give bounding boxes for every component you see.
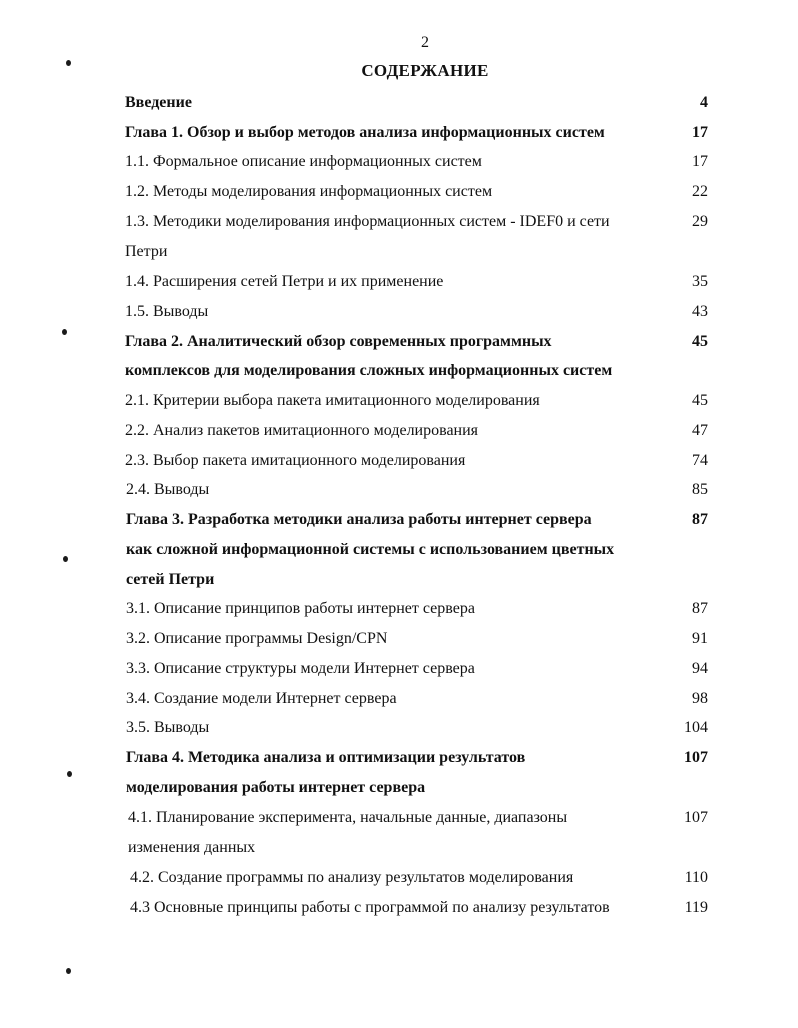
binding-mark (66, 968, 71, 974)
toc-entry-text: Глава 2. Аналитический обзор современных программных (125, 333, 552, 350)
toc-entry-page: 119 (684, 899, 708, 916)
toc-entry-text: 2.3. Выбор пакета имитационного моделирования (125, 452, 466, 469)
toc-entry-page: 35 (692, 273, 708, 290)
toc-entry-page: 45 (692, 392, 708, 409)
page-number: 2 (421, 34, 429, 51)
toc-entry-page: 110 (684, 869, 708, 886)
toc-entry-page: 47 (692, 422, 708, 439)
toc-entry-page: 107 (684, 749, 708, 766)
toc-entry-page: 4 (700, 94, 708, 111)
toc-entry-page: 74 (692, 452, 708, 469)
toc-entry-page: 104 (684, 719, 708, 736)
toc-entry-text: 4.2. Создание программы по анализу результатов моделирования (130, 869, 574, 886)
toc-entry-text: 4.3 Основные принципы работы с программой по анализу результатов (130, 899, 610, 916)
toc-entry-text: как сложной информационной системы с использованием цветных (126, 541, 615, 558)
toc-entry-page: 87 (692, 511, 708, 528)
toc-entry-text: 3.5. Выводы (126, 719, 210, 736)
toc-entry-page: 85 (692, 481, 708, 498)
toc-entry-text: моделирования работы интернет сервера (126, 779, 426, 796)
toc-entry-text: 3.3. Описание структуры модели Интернет сервера (126, 660, 475, 677)
toc-entry-text: 1.4. Расширения сетей Петри и их применение (125, 273, 444, 290)
toc-entry-text: 4.1. Планирование эксперимента, начальные данные, диапазоны (128, 809, 568, 826)
toc-entry-text: 2.1. Критерии выбора пакета имитационного моделирования (125, 392, 540, 409)
toc-entry-page: 17 (692, 124, 708, 141)
toc-entry-page: 87 (692, 600, 708, 617)
toc-entry-text: 1.3. Методики моделирования информационных систем - IDEF0 и сети (125, 213, 610, 230)
toc-entry-page: 43 (692, 303, 708, 320)
toc-entry-text: 2.2. Анализ пакетов имитационного моделирования (125, 422, 479, 439)
toc-entry-text: комплексов для моделирования сложных информационных систем (125, 362, 613, 379)
toc-entry-page: 98 (692, 690, 708, 707)
toc-entry-text: сетей Петри (126, 571, 215, 588)
binding-mark (66, 60, 71, 66)
toc-entry-page: 94 (692, 660, 708, 677)
toc-entry-text: 3.1. Описание принципов работы интернет сервера (126, 600, 475, 617)
toc-entry-text: Глава 1. Обзор и выбор методов анализа информационных систем (125, 124, 605, 141)
binding-mark (67, 771, 72, 777)
toc-entry-page: 29 (692, 213, 708, 230)
binding-mark (63, 556, 68, 562)
page-title: СОДЕРЖАНИЕ (361, 61, 489, 80)
toc-entry-text: Введение (125, 94, 192, 111)
binding-mark (62, 329, 67, 335)
toc-entry-text: 1.1. Формальное описание информационных систем (125, 153, 482, 170)
toc-entry-page: 22 (692, 183, 708, 200)
toc-entry-text: изменения данных (128, 839, 256, 856)
toc-entry-page: 17 (692, 153, 708, 170)
toc-entry-text: 1.5. Выводы (125, 303, 209, 320)
toc-entry-text: 3.2. Описание программы Design/CPN (126, 630, 388, 647)
toc-entry-page: 91 (692, 630, 708, 647)
toc-entry-text: 2.4. Выводы (126, 481, 210, 498)
toc-entry-text: 3.4. Создание модели Интернет сервера (126, 690, 397, 707)
toc-entry-page: 45 (692, 333, 708, 350)
toc-entry-text: Петри (125, 243, 168, 260)
toc-entry-text: Глава 3. Разработка методики анализа работы интернет сервера (126, 511, 592, 528)
toc-entry-page: 107 (684, 809, 708, 826)
toc-entry-text: 1.2. Методы моделирования информационных систем (125, 183, 493, 200)
toc-entry-text: Глава 4. Методика анализа и оптимизации результатов (126, 749, 526, 766)
